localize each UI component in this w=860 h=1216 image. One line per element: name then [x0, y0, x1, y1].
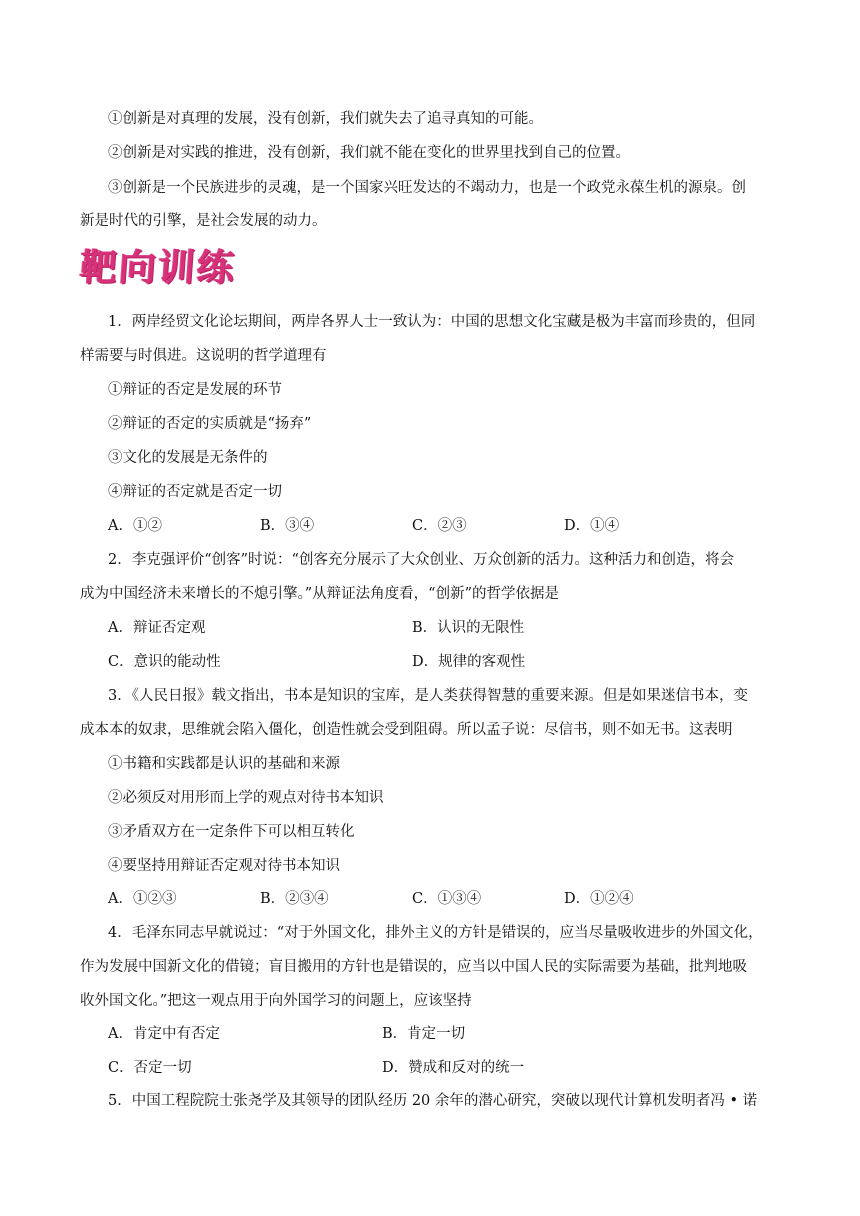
q4-stem-line-1: 4．毛泽东同志早就说过：“对于外国文化，排外主义的方针是错误的，应当尽量吸收进步的外国文化，: [108, 925, 763, 941]
q5-stem-line-1: 5．中国工程院院士张尧学及其领导的团队经历 20 余年的潜心研究，突破以现代计算机发明者冯 • 诺: [108, 1093, 758, 1109]
q3-item-4: ④要坚持用辩证否定观对待书本知识: [108, 858, 340, 874]
q3-option-b: B．②③④: [260, 891, 329, 907]
q4-stem-line-3: 收外国文化。”把这一观点用于向外国学习的问题上，应该坚持: [80, 993, 472, 1009]
intro-line-1: ①创新是对真理的发展，没有创新，我们就失去了追寻真知的可能。: [108, 111, 543, 127]
intro-line-2: ②创新是对实践的推进，没有创新，我们就不能在变化的世界里找到自己的位置。: [108, 145, 630, 161]
q3-stem-line-1: 3．《人民日报》载文指出，书本是知识的宝库，是人类获得智慧的重要来源。但是如果迷信书本，变: [108, 688, 748, 704]
q2-stem-line-1: 2．李克强评价“创客”时说：“创客充分展示了大众创业、万众创新的活力。这种活力和创造，将会: [108, 552, 734, 568]
intro-line-4: 新是时代的引擎，是社会发展的动力。: [80, 213, 327, 229]
q1-stem-line-1: 1．两岸经贸文化论坛期间，两岸各界人士一致认为：中国的思想文化宝藏是极为丰富而珍贵的，但同: [108, 314, 756, 330]
q1-item-3: ③文化的发展是无条件的: [108, 450, 268, 466]
q3-option-a: A．①②③: [108, 891, 177, 907]
q1-item-2: ②辩证的否定的实质就是“扬弃”: [108, 416, 312, 432]
q2-option-b: B．认识的无限性: [412, 620, 525, 636]
q2-option-d: D．规律的客观性: [412, 654, 526, 670]
q3-stem-line-2: 成本本的奴隶，思维就会陷入僵化，创造性就会受到阻碍。所以孟子说：尽信书，则不如无书。这表明: [80, 722, 733, 738]
q1-item-1: ①辩证的否定是发展的环节: [108, 382, 282, 398]
q4-option-b: B．肯定一切: [382, 1026, 466, 1042]
q2-option-a: A．辩证否定观: [108, 620, 206, 636]
q4-option-c: C．否定一切: [108, 1060, 192, 1076]
q1-item-4: ④辩证的否定就是否定一切: [108, 484, 282, 500]
q3-option-c: C．①③④: [412, 891, 482, 907]
q1-option-d: D．①④: [564, 518, 620, 534]
section-heading: [80, 244, 260, 292]
q3-item-1: ①书籍和实践都是认识的基础和来源: [108, 756, 340, 772]
q3-item-3: ③矛盾双方在一定条件下可以相互转化: [108, 824, 355, 840]
intro-line-3: ③创新是一个民族进步的灵魂，是一个国家兴旺发达的不竭动力，也是一个政党永葆生机的源泉。创: [108, 180, 746, 196]
q3-option-d: D．①②④: [564, 891, 634, 907]
q4-stem-line-2: 作为发展中国新文化的借镜；盲目搬用的方针也是错误的，应当以中国人民的实际需要为基础，批判地吸: [80, 959, 747, 975]
q1-option-c: C．②③: [412, 518, 467, 534]
q1-option-b: B．③④: [260, 518, 315, 534]
q1-option-a: A．①②: [108, 518, 162, 534]
q2-option-c: C．意识的能动性: [108, 654, 221, 670]
q4-option-d: D．赞成和反对的统一: [382, 1060, 525, 1076]
q2-stem-line-2: 成为中国经济未来增长的不熄引擎。”从辩证法角度看，“创新”的哲学依据是: [80, 586, 559, 602]
q1-stem-line-2: 样需要与时俱进。这说明的哲学道理有: [80, 348, 327, 364]
section-heading-text: 靶向训练: [78, 246, 238, 289]
q4-option-a: A．肯定中有否定: [108, 1026, 220, 1042]
q3-item-2: ②必须反对用形而上学的观点对待书本知识: [108, 790, 384, 806]
